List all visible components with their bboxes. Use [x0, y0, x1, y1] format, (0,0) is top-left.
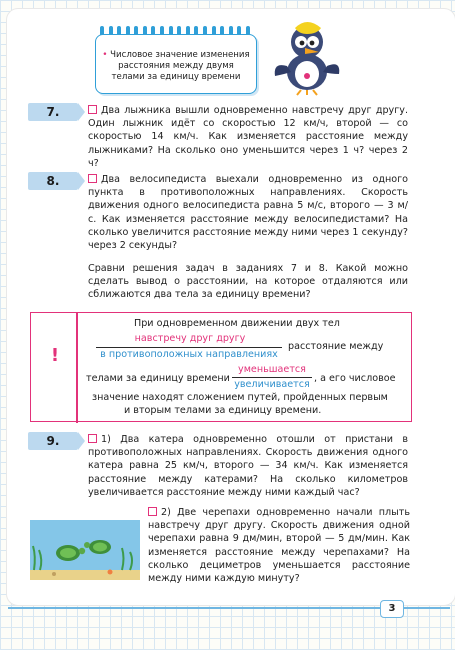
rule-line-5: и вторым телами за единицу времени. — [124, 405, 322, 416]
task-7-text — [88, 104, 408, 170]
task-8-question: Сравни решения задач в заданиях 7 и 8. Какой можно сделать вывод о расстоянии, на которое отдаляются или сближаются два тела за единицу времени? — [88, 263, 408, 301]
task-8-body: Два велосипедиста выехали одновременно из одного пункта в противоположных направлениях. Скорость движения одного велосипедиста равна 5 м/с, второго — 3 м/с. Как изменяется расстояние между велосипедистами? На сколько увеличится расстояние между ними через 1 секунду? через 2 секунды? — [88, 174, 408, 252]
rule-fraction-line-2 — [232, 377, 312, 378]
task-8-text — [88, 173, 408, 252]
bird-mascot-icon — [265, 14, 345, 96]
checkbox-icon — [88, 434, 97, 443]
note-bullet: • — [102, 50, 108, 60]
footer-rule-right — [404, 607, 450, 609]
task-9-part-1 — [88, 433, 408, 499]
checkbox-icon — [88, 174, 97, 183]
rule-fraction-line-1 — [96, 347, 282, 348]
task-9-part-1-body: 1) Два катера одновременно отошли от пристани в противоположных направлениях. Скорость движения одного катера равна 25 км/ч, второго — 34 км/ч. Как изменяется расстояние между катерами? На сколько километров увеличивается расстояние между ними каждый час? — [88, 434, 408, 498]
task-9-number: 9. — [28, 432, 78, 450]
rule-option-towards: навстречу друг другу — [134, 333, 246, 344]
task-8-number: 8. — [28, 172, 78, 190]
task-7-tab-arrow — [78, 103, 85, 121]
note-text — [102, 50, 250, 83]
page-number: 3 — [380, 600, 404, 618]
rule-option-increases: увеличивается — [234, 379, 310, 390]
task-9-part-2-body: 2) Две черепахи одновременно начали плыть навстречу друг другу. Скорость движения одной черепахи равна 9 дм/мин, второй — 5 дм/мин. Как изменяется расстояние между черепахами? На сколько дециметров уменьшается расстояние между ними каждую минуту? — [148, 507, 410, 585]
note-definition: Числовое значение изменения расстояния между двумя телами за единицу времени — [110, 50, 250, 82]
checkbox-icon — [148, 507, 157, 516]
task-9-part-2 — [148, 506, 410, 585]
task-7-number: 7. — [28, 103, 78, 121]
rule-line-3-head: телами за единицу времени — [86, 373, 230, 384]
rule-option-decreases: уменьшается — [238, 364, 306, 375]
rule-divider — [76, 312, 78, 423]
rule-option-opposite: в противоположных направлениях — [100, 349, 278, 360]
checkbox-icon — [88, 105, 97, 114]
turtles-illustration — [30, 520, 140, 580]
exclamation-icon: ! — [50, 345, 60, 366]
task-7-body: Два лыжника вышли одновременно навстречу друг другу. Один лыжник идёт со скоростью 12 км/ч, второй — со скоростью 14 км/ч. Как изменяется расстояние между лыжниками? На сколько оно уменьшится через 1 ч? через 2 ч? — [88, 105, 408, 169]
task-9-tab-arrow — [78, 432, 85, 450]
footer-rule — [8, 607, 380, 609]
rule-line-3-tail: , а его числовое — [314, 373, 396, 384]
rule-line-2-tail: расстояние между — [288, 341, 384, 352]
rule-line-4: значение находят сложением путей, пройденных первым — [92, 392, 388, 403]
rule-line-1: При одновременном движении двух тел — [134, 318, 340, 329]
task-8-tab-arrow — [78, 172, 85, 190]
